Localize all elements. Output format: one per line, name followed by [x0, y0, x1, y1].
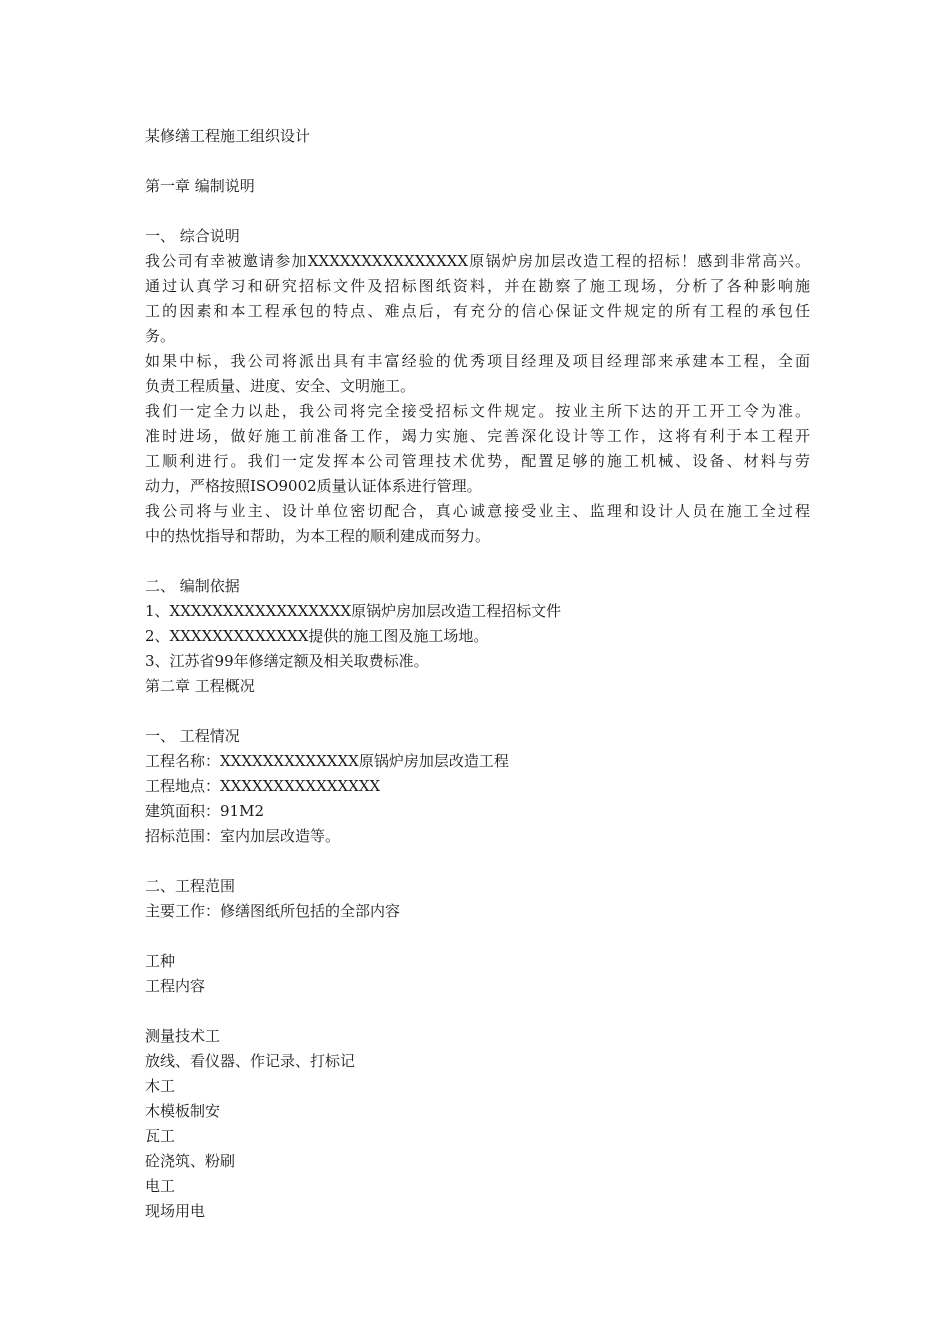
table-cell: 电工 — [145, 1177, 176, 1195]
project-info-line: 招标范围：室内加层改造等。 — [145, 827, 341, 845]
paragraph-line: 动力，严格按照ISO9002质量认证体系进行管理。 — [145, 477, 482, 495]
paragraph-line: 我公司有幸被邀请参加XXXXXXXXXXXXXXX原锅炉房加层改造工程的招标！感到非常高兴。 — [145, 252, 810, 270]
paragraph-line: 我们一定全力以赴，我公司将完全接受招标文件规定。按业主所下达的开工开工令为准。 — [145, 402, 810, 420]
paragraph-line: 负责工程质量、进度、安全、文明施工。 — [145, 377, 416, 395]
section-heading: 二、工程范围 — [145, 877, 236, 895]
document-page — [145, 124, 810, 1224]
project-info-line: 工程地点：XXXXXXXXXXXXXXX — [145, 777, 381, 795]
list-item: 3、江苏省99年修缮定额及相关取费标准。 — [145, 652, 429, 670]
chapter-2-heading: 第二章 工程概况 — [145, 677, 255, 695]
spacer — [145, 999, 810, 1024]
paragraph-line: 务。 — [145, 327, 176, 345]
paragraph-line: 工顺利进行。我们一定发挥本公司管理技术优势，配置足够的施工机械、设备、材料与劳 — [145, 452, 810, 470]
table-cell: 木工 — [145, 1077, 176, 1095]
list-item: 1、XXXXXXXXXXXXXXXXX原锅炉房加层改造工程招标文件 — [145, 602, 562, 620]
table-cell: 现场用电 — [145, 1202, 206, 1220]
section-heading: 一、 综合说明 — [145, 227, 240, 245]
chapter-1-heading: 第一章 编制说明 — [145, 177, 255, 195]
section-heading: 二、 编制依据 — [145, 577, 240, 595]
paragraph-line: 我公司将与业主、设计单位密切配合，真心诚意接受业主、监理和设计人员在施工全过程 — [145, 502, 810, 520]
paragraph-line: 准时进场，做好施工前准备工作，竭力实施、完善深化设计等工作，这将有利于本工程开 — [145, 427, 810, 445]
spacer — [145, 924, 810, 949]
section-heading: 一、 工程情况 — [145, 727, 240, 745]
table-cell: 砼浇筑、粉刷 — [145, 1152, 236, 1170]
table-cell: 测量技术工 — [145, 1027, 221, 1045]
table-cell: 放线、看仪器、作记录、打标记 — [145, 1052, 356, 1070]
project-info-line: 建筑面积：91M2 — [145, 802, 264, 820]
paragraph-line: 如果中标，我公司将派出具有丰富经验的优秀项目经理及项目经理部来承建本工程，全面 — [145, 352, 810, 370]
project-info-line: 工程名称：XXXXXXXXXXXXX原锅炉房加层改造工程 — [145, 752, 509, 770]
table-cell: 瓦工 — [145, 1127, 176, 1145]
spacer — [145, 199, 810, 224]
paragraph-line: 中的热忱指导和帮助，为本工程的顺利建成而努力。 — [145, 527, 491, 545]
spacer — [145, 549, 810, 574]
paragraph-line: 通过认真学习和研究招标文件及招标图纸资料，并在勘察了施工现场，分析了各种影响施 — [145, 277, 810, 295]
paragraph-line: 主要工作：修缮图纸所包括的全部内容 — [145, 902, 401, 920]
spacer — [145, 699, 810, 724]
paragraph-line: 工的因素和本工程承包的特点、难点后，有充分的信心保证文件规定的所有工程的承包任 — [145, 302, 810, 320]
table-header-cell: 工程内容 — [145, 977, 206, 995]
table-cell: 木模板制安 — [145, 1102, 221, 1120]
spacer — [145, 149, 810, 174]
spacer — [145, 849, 810, 874]
document-title: 某修缮工程施工组织设计 — [145, 127, 311, 145]
table-header-cell: 工种 — [145, 952, 176, 970]
list-item: 2、XXXXXXXXXXXXX提供的施工图及施工场地。 — [145, 627, 489, 645]
